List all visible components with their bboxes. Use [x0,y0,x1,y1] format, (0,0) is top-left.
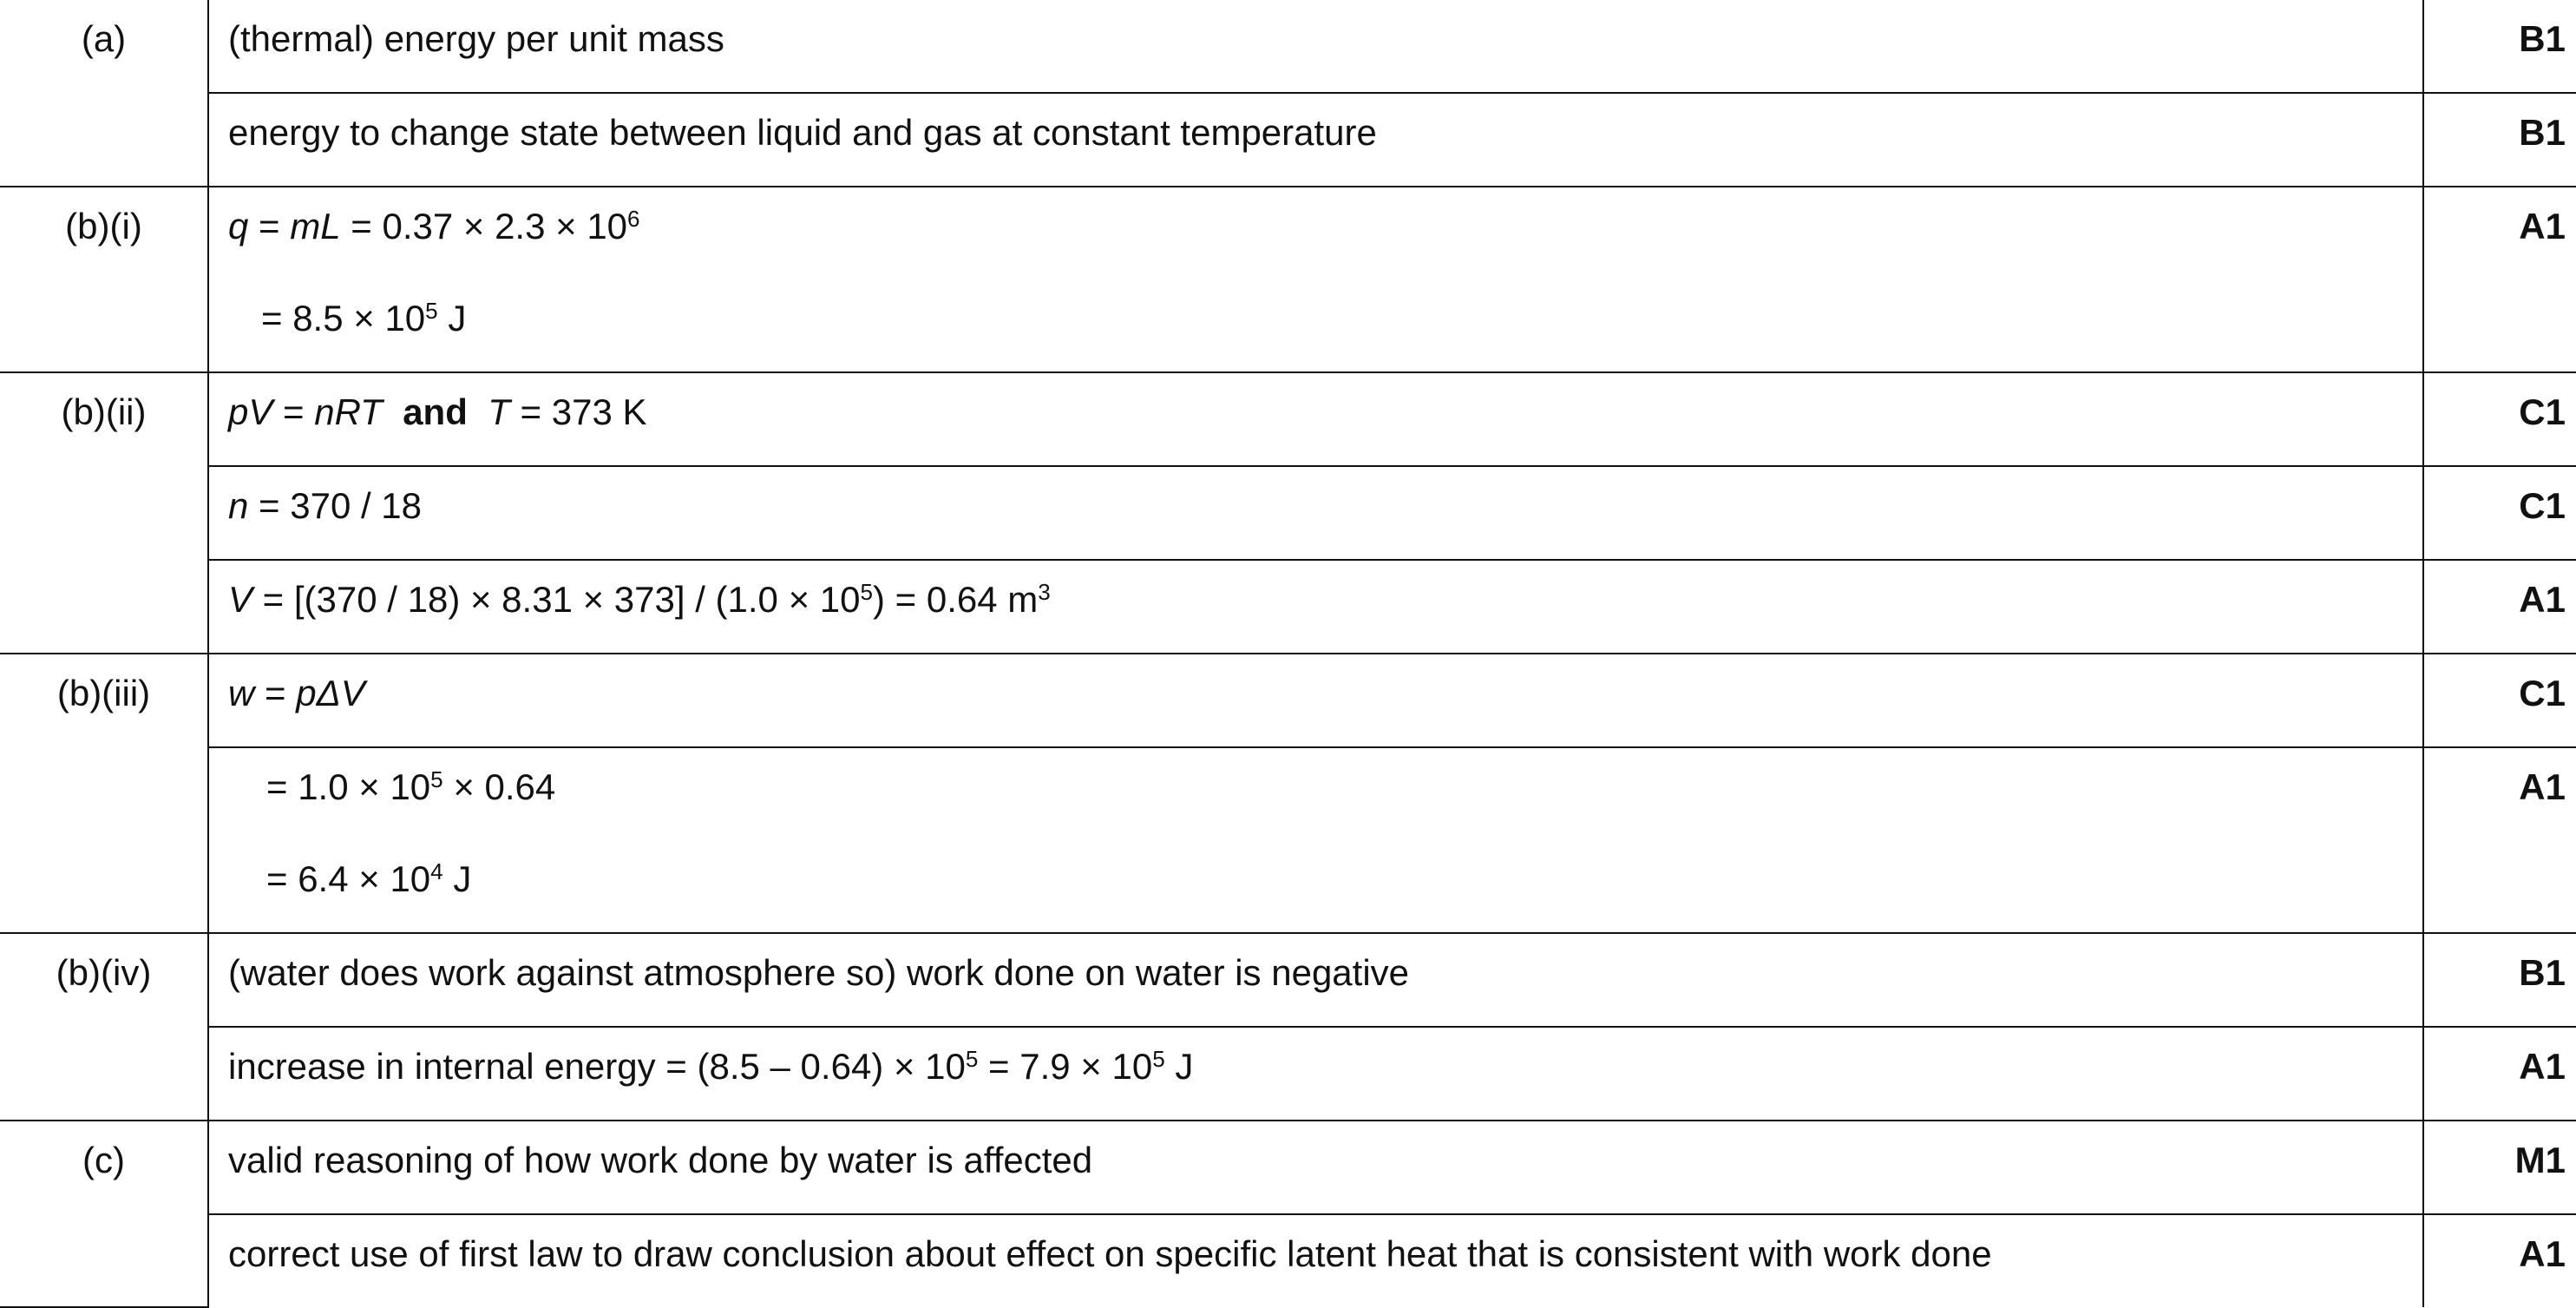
mark-cell: A1 [2423,1027,2576,1121]
answer-line: = $1.0 \times 10^5 \times 0.64$ [266,766,556,807]
table-row [0,1214,2576,1307]
answer-cell: valid reasoning of how work done by water is affected [208,1121,2423,1214]
answer-line: w = pΔV [228,673,365,713]
question-number: (b)(iv) [0,933,208,1121]
answer-cell [208,187,2423,372]
mark-cell: B1 [2423,0,2576,93]
answer-line: = $8.5 \times 10^5$ J [261,297,467,339]
table-row [0,933,2576,1027]
question-number: (b)(i) [0,187,208,372]
answer-cell: (water does work against atmosphere so) work done on water is negative [208,933,2423,1027]
mark-cell: C1 [2423,372,2576,466]
table-row [0,0,2576,93]
answer-cell [208,372,2423,466]
mark-cell: C1 [2423,654,2576,747]
answer-line: increase in internal energy = $(8.5 - 0.64) \times 10^5 = 7.9 \times 10^5$ J [228,1045,1194,1087]
question-number: (b)(iii) [0,654,208,933]
answer-cell [208,747,2423,933]
answer-line: q = mL = $0.37 \times 2.3 \times 10^6$ [228,205,640,246]
answer-cell: correct use of first law to draw conclusion about effect on specific latent heat that is consistent with work done [208,1214,2423,1307]
table-row [0,747,2576,933]
answer-line: pV = nRT and T = 373 K [228,391,647,432]
table-row [0,187,2576,372]
table-row [0,466,2576,560]
mark-cell: B1 [2423,933,2576,1027]
table-row [0,654,2576,747]
mark-cell: A1 [2423,747,2576,933]
question-number: (a) [0,0,208,187]
question-number: (c) [0,1121,208,1307]
mark-cell: M1 [2423,1121,2576,1214]
table-row [0,1027,2576,1121]
mark-cell: A1 [2423,187,2576,372]
table-row [0,93,2576,187]
answer-line: = $6.4 \times 10^4$ J [266,858,472,899]
table-row [0,1121,2576,1214]
table-row [0,372,2576,466]
answer-cell [208,654,2423,747]
answer-cell [208,466,2423,560]
answer-cell [208,560,2423,654]
answer-line: n = 370 / 18 [228,485,423,526]
mark-cell: A1 [2423,1214,2576,1307]
answer-line: $V = [(370 / 18) \times 8.31 \times 373] / (1.0 \times 10^5) = 0.64$ $m^3$ [228,578,1051,620]
answer-cell: energy to change state between liquid and gas at constant temperature [208,93,2423,187]
answer-cell: (thermal) energy per unit mass [208,0,2423,93]
answer-cell [208,1027,2423,1121]
mark-cell: A1 [2423,560,2576,654]
question-number: (b)(ii) [0,372,208,654]
table-row [0,560,2576,654]
mark-cell: B1 [2423,93,2576,187]
mark-cell: C1 [2423,466,2576,560]
